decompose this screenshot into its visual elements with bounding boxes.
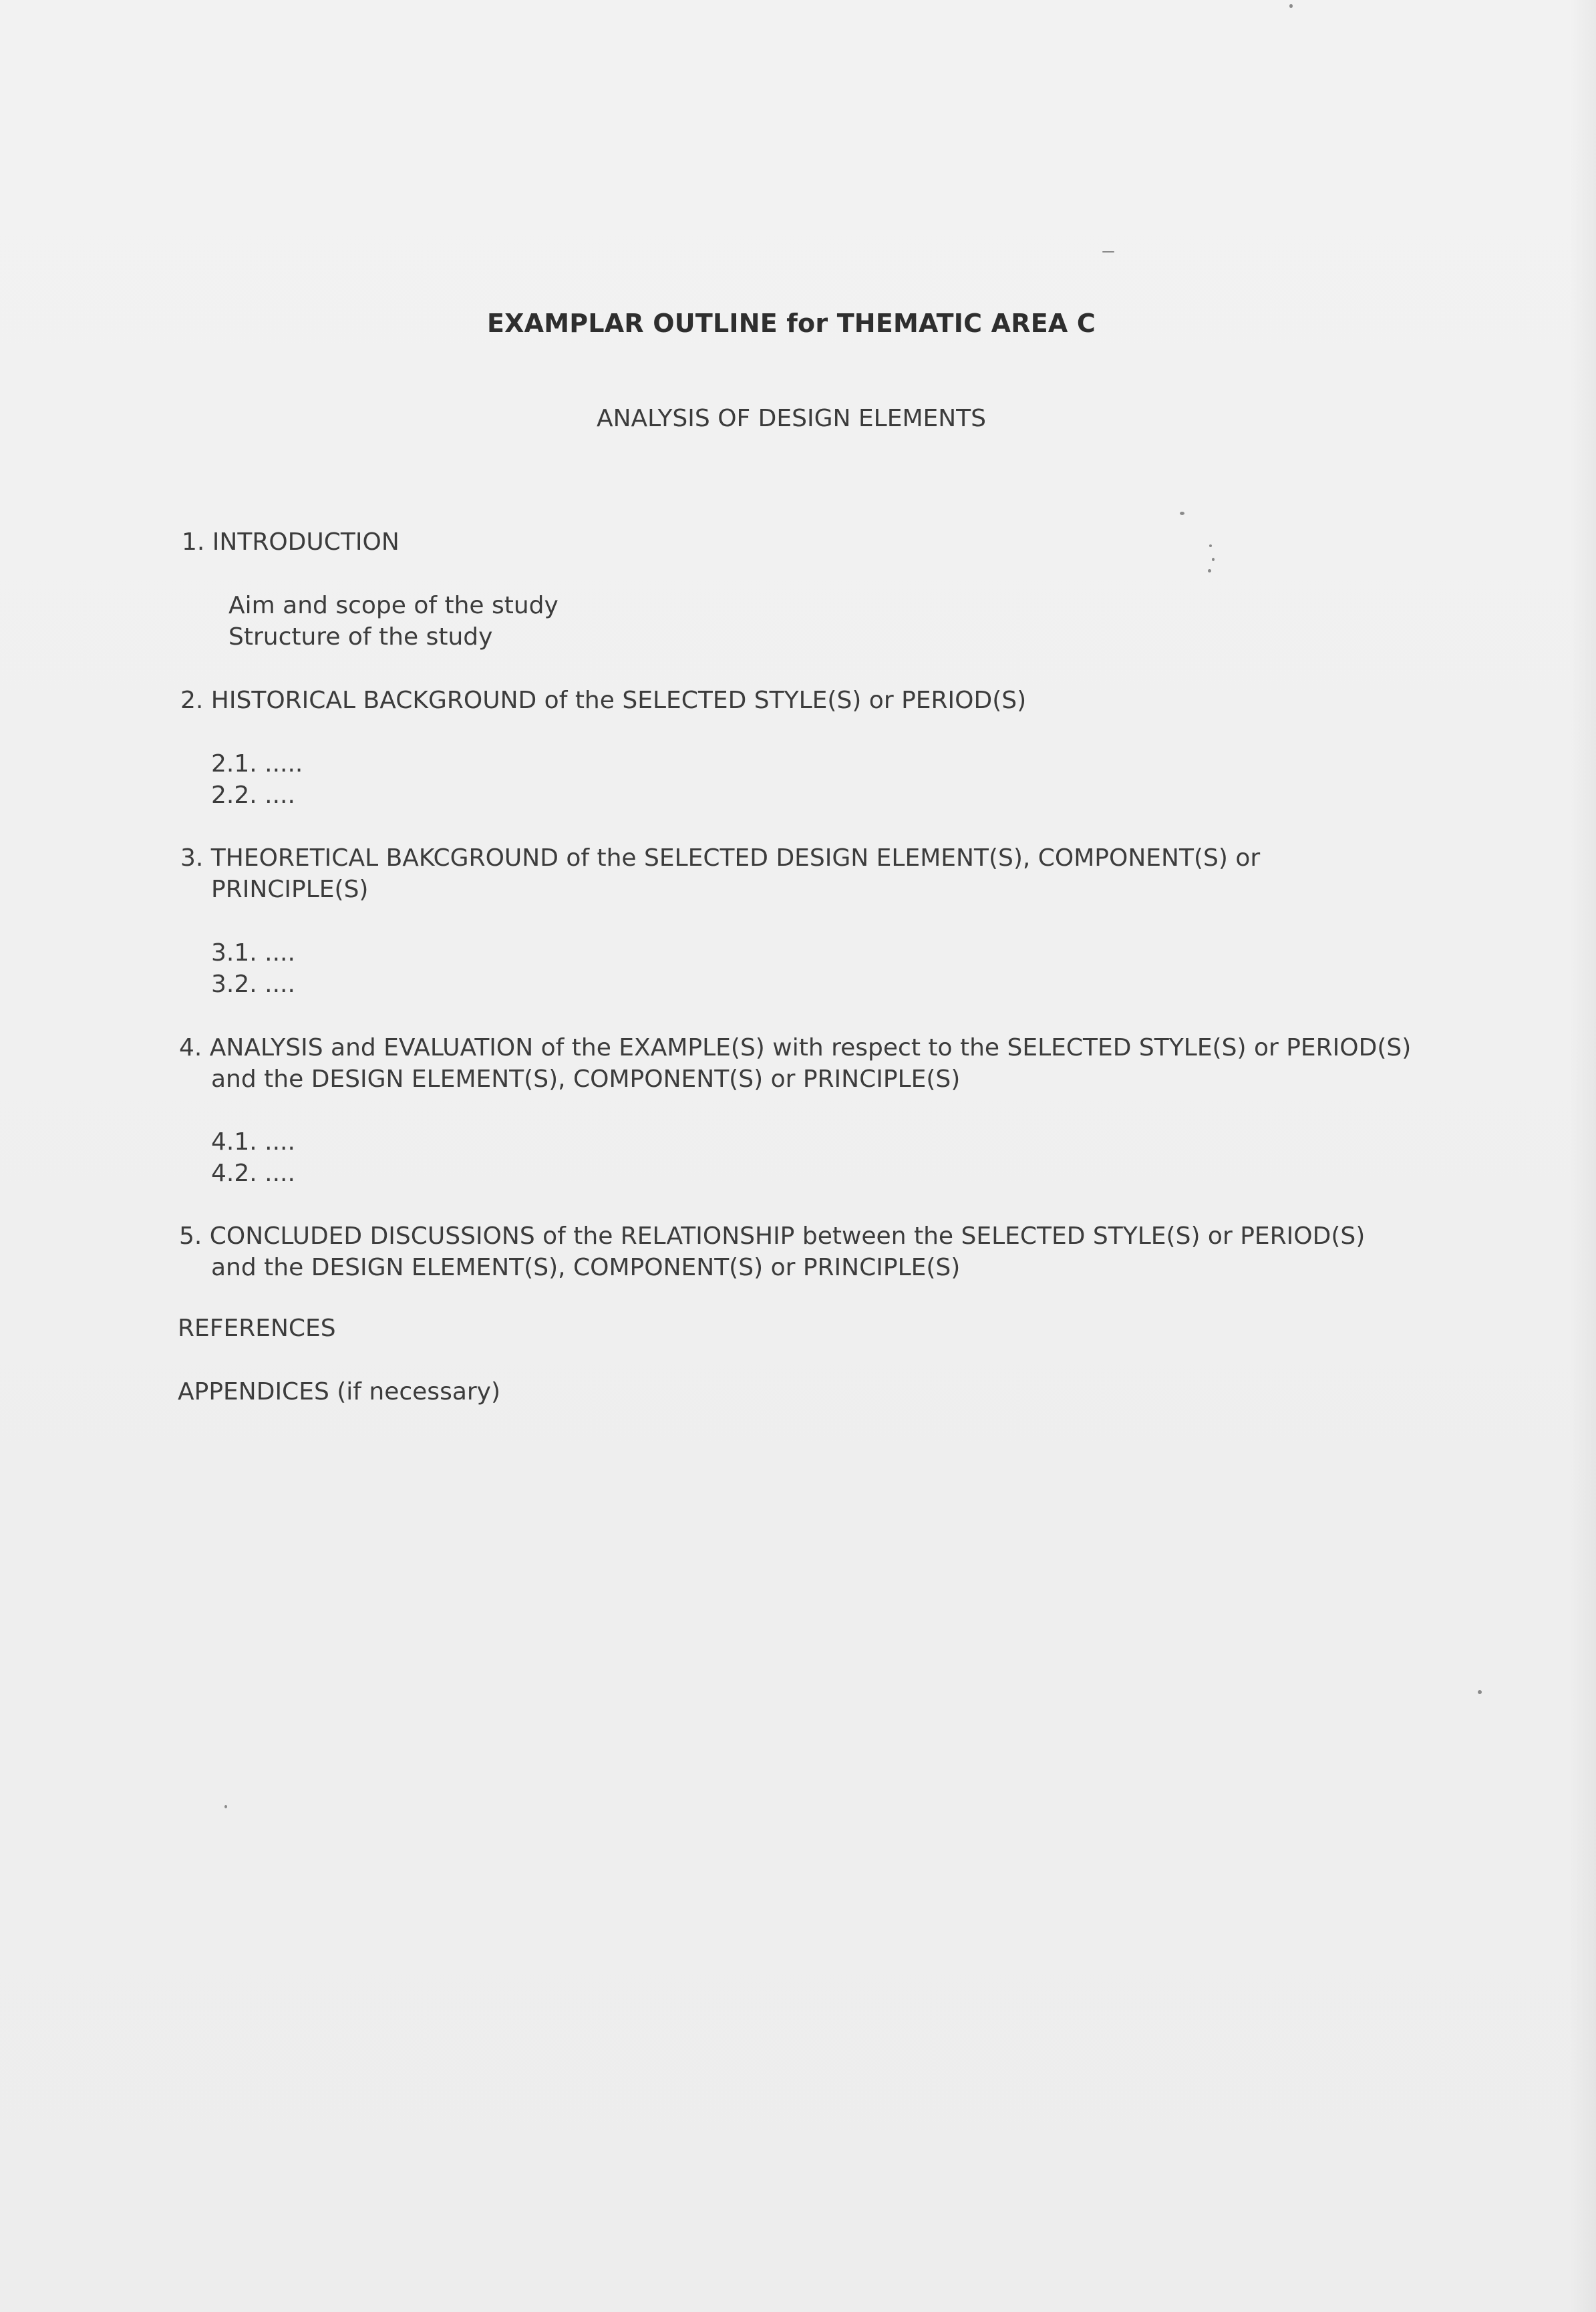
scan-speck <box>224 1805 227 1808</box>
scan-speck <box>1209 544 1212 547</box>
section-4-heading-line-2: and the DESIGN ELEMENT(S), COMPONENT(S) or PRINCIPLE(S) <box>211 1065 961 1093</box>
section-3-heading-line-1: 3. THEORETICAL BAKCGROUND of the SELECTED DESIGN ELEMENT(S), COMPONENT(S) or <box>180 844 1261 872</box>
section-5-heading-line-2: and the DESIGN ELEMENT(S), COMPONENT(S) or PRINCIPLE(S) <box>211 1254 961 1281</box>
document-subtitle: ANALYSIS OF DESIGN ELEMENTS <box>596 405 987 432</box>
document-title: EXAMPLAR OUTLINE for THEMATIC AREA C <box>487 309 1096 338</box>
section-1-heading: 1. INTRODUCTION <box>182 528 400 556</box>
section-4-item-2: 4.2. .... <box>211 1160 295 1187</box>
section-2-item-1: 2.1. ..... <box>211 750 303 778</box>
appendices-heading: APPENDICES (if necessary) <box>178 1378 501 1406</box>
scan-speck <box>1208 569 1211 572</box>
section-1-item-2: Structure of the study <box>228 623 493 651</box>
scan-speck <box>1102 251 1114 253</box>
section-2-item-2: 2.2. .... <box>211 782 295 809</box>
section-3-heading-line-2: PRINCIPLE(S) <box>211 876 369 903</box>
section-2-heading: 2. HISTORICAL BACKGROUND of the SELECTED STYLE(S) or PERIOD(S) <box>180 687 1027 714</box>
section-4-heading-line-1: 4. ANALYSIS and EVALUATION of the EXAMPLE(S) with respect to the SELECTED STYLE(S) or PERIOD(S) <box>179 1034 1412 1061</box>
page-edge-shadow <box>1569 0 1596 2312</box>
scan-speck <box>1180 512 1184 515</box>
section-1-item-1: Aim and scope of the study <box>228 592 558 619</box>
section-5-heading-line-1: 5. CONCLUDED DISCUSSIONS of the RELATIONSHIP between the SELECTED STYLE(S) or PERIOD(S) <box>179 1222 1366 1250</box>
references-heading: REFERENCES <box>178 1315 336 1342</box>
scan-speck <box>1478 1690 1482 1694</box>
scan-speck <box>1289 4 1293 8</box>
section-3-item-2: 3.2. .... <box>211 971 295 998</box>
section-3-item-1: 3.1. .... <box>211 939 295 967</box>
section-4-item-1: 4.1. .... <box>211 1128 295 1156</box>
scan-speck <box>1212 558 1215 561</box>
